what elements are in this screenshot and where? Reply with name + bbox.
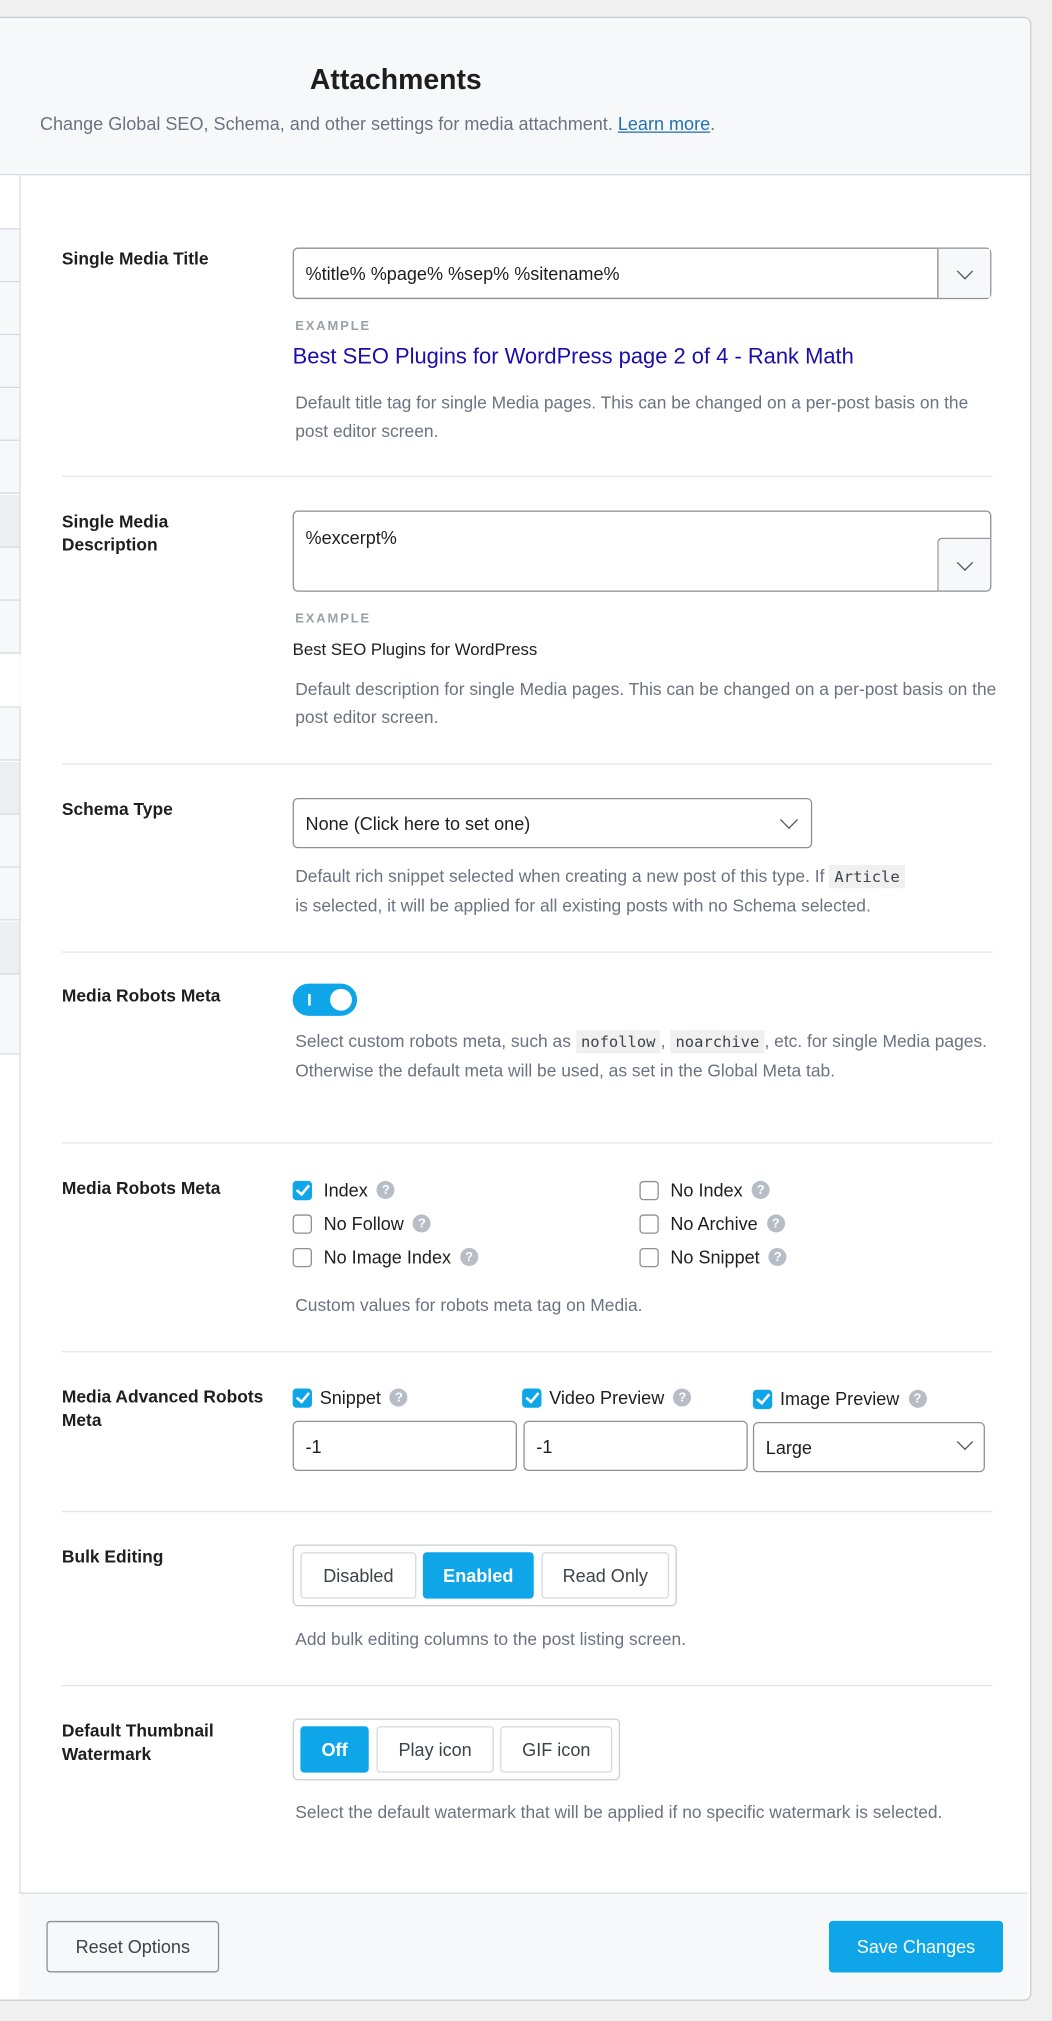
learn-more-link[interactable]: Learn more [617,113,711,135]
divider [62,763,993,764]
checkbox-checked[interactable] [293,1180,312,1199]
chevron-down-icon [956,263,972,279]
checkbox-nofollow[interactable] [293,1213,431,1234]
divider [62,1511,993,1512]
schema-value: None (Click here to set one) [305,812,531,834]
checkbox-video-preview[interactable] [522,1387,691,1408]
input-value: -1 [536,1435,553,1457]
watermark-play-icon-button[interactable]: Play icon [376,1726,493,1772]
sidebar-tab-active[interactable] [0,655,21,708]
checkbox-checked[interactable] [753,1389,772,1408]
checkbox-label: No Index [670,1179,743,1201]
sidebar-tab[interactable] [0,441,19,494]
select-value: Large [765,1436,812,1458]
schema-type-select[interactable] [293,798,813,848]
robots-meta-toggle-label: Media Robots Meta [61,986,221,1006]
checkbox[interactable] [639,1214,658,1233]
checkbox-label: No Image Index [323,1246,452,1268]
description-value: %excerpt% [305,527,397,548]
checkbox-image-preview[interactable] [753,1388,927,1409]
watermark-off-button[interactable]: Off [300,1726,368,1772]
video-preview-input[interactable] [523,1421,747,1471]
toggle-on-mark [308,994,311,1006]
robots-meta-toggle[interactable] [293,984,357,1016]
watermark-label: Default Thumbnail Watermark [61,1721,214,1764]
bulk-enabled-button[interactable]: Enabled [423,1552,534,1598]
checkbox-noarchive[interactable] [639,1213,784,1234]
title-value: %title% %page% %sep% %sitename% [305,262,620,284]
toggle-knob [330,989,352,1011]
checkbox-nosnippet[interactable] [639,1247,786,1268]
image-preview-select[interactable] [753,1422,985,1472]
checkbox-checked[interactable] [293,1388,312,1407]
sidebar-tab[interactable] [0,868,19,921]
subtitle-text: Change Global SEO, Schema, and other settings for media attachment. [39,113,613,135]
sidebar-tab[interactable] [0,229,19,282]
period: . [710,113,716,135]
checkbox-noindex[interactable] [639,1180,769,1201]
sidebar-tab[interactable] [0,548,19,601]
description-help: Default description for single Media pages. This can be changed on a per-post basis on the post editor screen. [295,679,997,727]
title-description: Default title tag for single Media pages. This can be changed on a per-post basis on the post editor screen. [295,393,969,441]
checkbox-index[interactable] [293,1180,395,1201]
chevron-down-icon [780,811,798,829]
example-title: Best SEO Plugins for WordPress page 2 of 4 - Rank Math [292,344,854,369]
checkbox-label: No Snippet [670,1246,760,1268]
bulk-editing-label: Bulk Editing [61,1547,164,1567]
bulk-description: Add bulk editing columns to the post listing screen. [295,1629,687,1649]
sidebar-tab[interactable] [0,975,19,1055]
desc-text: Select custom robots meta, such as [295,1031,571,1051]
divider [62,1142,993,1143]
help-icon[interactable]: ? [413,1214,431,1232]
sidebar-tabs-strip [0,175,21,1894]
example-heading: EXAMPLE [295,319,372,334]
sidebar-empty [0,1055,19,1894]
title-variables-button[interactable] [937,249,990,298]
sidebar-tab[interactable] [0,815,19,868]
checkbox-noimageindex[interactable] [293,1247,478,1268]
robots-description: Custom values for robots meta tag on Media. [295,1295,643,1315]
divider [62,951,993,952]
single-media-description-textarea[interactable] [293,511,992,592]
help-icon[interactable]: ? [769,1248,787,1266]
checkbox-label: No Follow [323,1213,404,1234]
checkbox-label: Video Preview [549,1387,665,1408]
panel-header [0,18,1030,175]
robots-toggle-description [295,1027,998,1084]
robots-meta-label: Media Robots Meta [61,1178,221,1198]
reset-options-button[interactable]: Reset Options [46,1921,219,1973]
desc-text: Default rich snippet selected when creating a new post of this type. If [295,866,825,886]
single-media-description-label: Single Media Description [61,511,169,555]
help-icon[interactable]: ? [767,1214,785,1232]
input-value: -1 [305,1435,322,1457]
checkbox[interactable] [639,1247,658,1266]
checkbox[interactable] [293,1214,312,1233]
page-title: Attachments [309,63,482,96]
example-heading: EXAMPLE [295,612,372,627]
help-icon[interactable]: ? [390,1388,408,1406]
schema-type-label: Schema Type [61,799,173,819]
watermark-description: Select the default watermark that will be applied if no specific watermark is selected. [295,1802,943,1822]
divider [62,1685,993,1686]
sidebar-tab[interactable] [0,388,19,441]
description-variables-button[interactable] [937,538,990,591]
code-noarchive: noarchive [670,1030,764,1053]
sidebar-tab[interactable] [0,495,19,548]
code-nofollow: nofollow [576,1030,661,1053]
sidebar-tab[interactable] [0,601,19,654]
help-icon[interactable]: ? [673,1388,691,1406]
divider [62,1351,993,1352]
sidebar-tab[interactable] [0,922,19,975]
single-media-title-label: Single Media Title [61,248,209,269]
checkbox-checked[interactable] [522,1388,541,1407]
chevron-down-icon [956,554,972,570]
sidebar-tab[interactable] [0,175,19,229]
bulk-editing-button-group [293,1544,677,1606]
checkbox[interactable] [293,1247,312,1266]
single-media-title-input[interactable] [293,248,992,300]
sidebar-tab[interactable] [0,708,19,761]
chevron-down-icon [957,1434,973,1450]
checkbox-label: Index [323,1179,368,1201]
schema-description [295,862,998,919]
sidebar-tab[interactable] [0,335,19,388]
watermark-gif-icon-button[interactable]: GIF icon [500,1726,612,1772]
checkbox-label: Image Preview [779,1388,900,1410]
help-icon[interactable]: ? [377,1181,395,1199]
sidebar-tab[interactable] [0,762,19,815]
help-icon[interactable]: ? [908,1390,926,1408]
code-article: Article [829,865,905,888]
example-description: Best SEO Plugins for WordPress [292,639,538,659]
help-icon[interactable]: ? [460,1248,478,1266]
page-subtitle [40,113,715,134]
watermark-button-group [293,1719,620,1781]
checkbox-label: No Archive [670,1213,758,1234]
sep: , [660,1031,666,1051]
bulk-disabled-button[interactable]: Disabled [300,1552,416,1598]
advanced-robots-label: Media Advanced Robots Meta [61,1387,264,1430]
checkbox[interactable] [639,1180,658,1199]
bulk-read-only-button[interactable]: Read Only [541,1552,669,1598]
checkbox-label: Snippet [319,1387,381,1408]
divider [62,476,993,477]
sidebar-tab[interactable] [0,282,19,335]
snippet-length-input[interactable] [293,1421,517,1471]
save-changes-button[interactable]: Save Changes [829,1921,1003,1973]
desc-text: , etc. for single Media pages. Otherwise the default meta will be used, as set in the Global Meta tab. [295,1031,987,1080]
settings-panel [0,17,1031,2001]
help-icon[interactable]: ? [752,1181,770,1199]
checkbox-snippet[interactable] [293,1387,408,1408]
desc-text: is selected, it will be applied for all existing posts with no Schema selected. [295,895,871,915]
